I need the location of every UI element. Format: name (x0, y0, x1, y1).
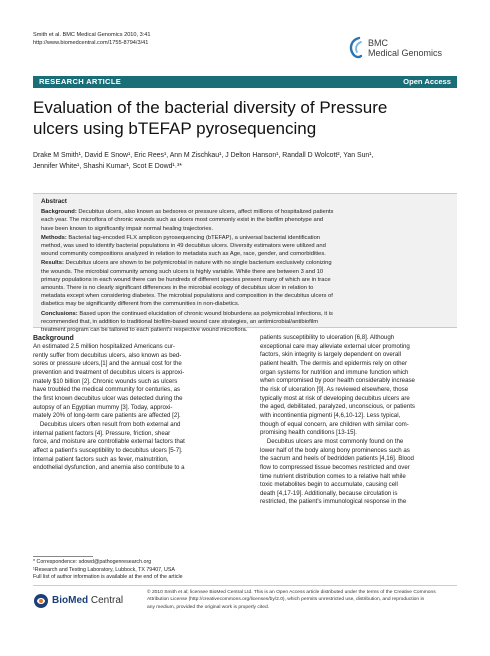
citation-line: Smith et al. BMC Medical Genomics 2010, 3:41 (33, 32, 151, 38)
biomed-central-wordmark (52, 595, 123, 606)
journal-logo (347, 30, 457, 66)
body-text-line: the aged, debilitated, paralyzed, unconscious, or patients (260, 403, 415, 411)
abstract-line (41, 300, 449, 308)
abstract-text: treatment program can be tailored to each patient's respective wound microflora. (41, 327, 248, 334)
abstract-line (41, 310, 449, 318)
footnote-divider (33, 556, 93, 557)
license-line: any medium, provided the original work is properly cited. (147, 604, 270, 610)
abstract-paragraph (41, 259, 449, 308)
license-statement (147, 589, 457, 611)
license-line: © 2010 Smith et al; licensee BioMed Central Ltd. This is an Open Access article distributed under the terms of the Creative Commons (147, 590, 436, 595)
body-text-line: mately $10 billion [2]. Chronic wounds such as ulcers (33, 377, 178, 385)
body-text-line: the risk of ulceration [9]. As reviewed elsewhere, those (260, 385, 409, 393)
body-text-line: have troubled the medical community for centuries, as (33, 386, 181, 394)
body-text-line: typically most at risk of developing decubitus ulcers are (260, 394, 410, 402)
footnote-affiliation: ¹Research and Testing Laboratory, Lubbock, TX 79407, USA (33, 566, 175, 573)
body-text-line: flow to compressed tissue becomes restricted and over (260, 463, 410, 471)
footnote-author-info: Full list of author information is available at the end of the article (33, 574, 183, 580)
body-column-left (33, 334, 230, 473)
abstract-paragraph (41, 234, 449, 259)
body-text-line: affect a patient's susceptibility to decubitus ulcers [5-7]. (33, 446, 183, 454)
left-column-text (33, 343, 230, 473)
body-text-line: the sacrum and heels of bedridden patients [4,16]. Blood (260, 455, 414, 463)
author-line: Jennifer White¹, Shashi Kumar¹, Scot E Dowd¹˒³* (33, 163, 182, 170)
abstract-text: amounts. There is no clearly significant differences in the microbial ecology of decubitus ulcer in relation to (41, 285, 314, 292)
abstract-label: Background: (41, 209, 77, 216)
abstract-text: recommended that, in addition to traditional biofilm-based wound care strategies, an antimicrobial/antibiofilm (41, 318, 319, 325)
article-type-label: RESEARCH ARTICLE (39, 77, 122, 86)
abstract-text: diabetics may be significantly different from the communities in non-diabetics. (41, 301, 240, 308)
body-text-line: exceptional care may alleviate external ulcer promoting (260, 342, 410, 350)
abstract-line (41, 225, 449, 233)
open-access-label: Open Access (403, 77, 451, 86)
abstract-line (41, 276, 449, 284)
central-wordmark: Central (88, 595, 124, 606)
bottom-divider (33, 585, 457, 586)
journal-logo-name: Medical Genomics (368, 48, 443, 58)
abstract-text: Based upon the continued elucidation of chronic wound bioburdens as polymicrobial infections, it is (77, 310, 333, 317)
abstract-line (41, 234, 449, 242)
abstract-text: primary populations in each wound there can be hundreds of different species present many of which are in trace (41, 276, 331, 283)
author-line: Drake M Smith¹, David E Snow¹, Eric Rees¹, Ann M Zischkau¹, J Delton Hanson¹, Randall D Wolcott², Yan Sun¹, (33, 152, 374, 159)
abstract-line (41, 318, 449, 326)
abstract-text: the wounds. The microbial community among such ulcers is highly variable. While there are between 3 and 10 (41, 268, 324, 275)
abstract-line (41, 284, 449, 292)
abstract-line (41, 208, 449, 216)
abstract-line (41, 259, 449, 267)
body-text-line: toxic metabolites begin to accumulate, causing cell (260, 481, 398, 489)
section-heading-background: Background (33, 335, 74, 342)
body-text-line: endothelial dysfunction, and anemia also contribute to a (33, 464, 185, 472)
body-text-line: force, and moisture are controllable external factors that (33, 438, 185, 446)
body-text-line: mately 20% of long-term care patients are affected [2]. (33, 412, 181, 420)
body-text-line: autopsy of an Egyptian mummy [3]. Today, approxi- (33, 403, 173, 411)
body-text-line: An estimated 2.5 million hospitalized Americans cur- (33, 343, 175, 350)
footnote-correspondence: * Correspondence: sdowd@pathogenresearch.org (33, 559, 152, 565)
abstract-heading: Abstract (41, 198, 67, 205)
body-text-line: when compromised by poor health considerably increase (260, 377, 415, 385)
biomed-central-icon (33, 593, 49, 609)
abstract-text: Bacterial tag-encoded FLX amplicon pyrosequencing (bTEFAP), a universal bacterial identification (66, 234, 321, 241)
body-text-line: time nutrient distribution comes to a relative halt while (260, 472, 406, 480)
header-citation (33, 31, 151, 47)
biomed-central-logo (33, 593, 143, 609)
abstract-text: wound community compositions analyzed in relation to metadata such as Age, race, gender, and comorbidities. (41, 251, 326, 258)
abstract-paragraph (41, 310, 449, 335)
body-text-line: promising health conditions [13-15]. (260, 429, 357, 437)
author-list (33, 150, 457, 172)
abstract-label: Results: (41, 260, 64, 267)
body-text-line: prevention and treatment of decubitus ulcers is approxi- (33, 368, 185, 376)
body-text-line: internal patient factors [4]. Pressure, friction, shear (33, 429, 171, 437)
abstract-text: each year. The microflora of chronic wounds such as ulcers most commonly exist in the biofilm phenotype and (41, 217, 324, 224)
body-text-line: rently suffer from decubitus ulcers, also known as bed- (33, 351, 182, 359)
abstract-text: Decubitus ulcers are shown to be polymicrobial in nature with no single bacterium exclusively colonizing (63, 260, 332, 267)
footnotes (33, 559, 183, 582)
title-line: ulcers using bTEFAP pyrosequencing (33, 119, 317, 138)
body-text-line: the first known decubitus ulcer was detected during the (33, 394, 183, 402)
body-column-right (260, 334, 457, 507)
license-line: Attribution License (http://creativecommons.org/licenses/by/2.0), which permits unrestricted use, distribution, and reproduction in (147, 597, 425, 603)
biomed-wordmark: BioMed (52, 595, 89, 606)
body-text-line: factors, skin integrity is largely dependent on overall (260, 351, 401, 359)
body-text-line: restricted, the patient's immunological response in the (260, 498, 407, 506)
body-text-line: death [4,17-19]. Additionally, because circulation is (260, 489, 398, 497)
title-line: Evaluation of the bacterial diversity of Pressure (33, 98, 388, 117)
body-text-line: though of equal concern, are children with similar com- (260, 420, 409, 428)
body-text-line: Decubitus ulcers are most commonly found on the (260, 437, 404, 445)
abstract-text: Decubitus ulcers, also known as bedsores or pressure ulcers, affect millions of hospitalized patients (76, 209, 334, 216)
abstract-text: have been known to significantly impair normal healing trajectories. (41, 225, 214, 232)
body-text-line: patient health. The dermis and epidermis rely on other (260, 359, 408, 367)
citation-url[interactable]: http://www.biomedcentral.com/1755-8794/3/41 (33, 40, 149, 46)
abstract-box (33, 193, 457, 334)
abstract-text: method, was used to identify bacterial populations in 49 decubitus ulcers. Diversity estimators were utilized and (41, 243, 326, 250)
abstract-paragraph (41, 208, 449, 233)
abstract-text: metadata except when considering diabetes. The microbial populations and composition in the decubitus ulcers of (41, 293, 333, 300)
body-text-line: lower half of the body along bony prominences such as (260, 446, 410, 454)
body-text-line: Decubitus ulcers often result from both external and (33, 420, 181, 428)
abstract-line (41, 268, 449, 276)
article-type-banner (33, 76, 457, 88)
abstract-label: Conclusions: (41, 310, 78, 317)
abstract-line (41, 216, 449, 224)
abstract-line (41, 242, 449, 250)
body-text-line: patients susceptibility to ulceration [6,8]. Although (260, 334, 395, 341)
abstract-line (41, 292, 449, 300)
body-text-line: Internal patient factors such as fever, malnutrition, (33, 455, 169, 463)
bmc-swirl-icon (347, 36, 365, 60)
body-text-line: with incontinentia pigmenti [4,6,10-12]. Less typical, (260, 411, 401, 419)
body-text-line: sores or pressure ulcers,[1] and the annual cost for the (33, 360, 182, 368)
right-column-text (260, 334, 457, 507)
abstract-line (41, 250, 449, 258)
abstract-label: Methods: (41, 234, 67, 241)
journal-logo-bmc: BMC (368, 38, 388, 48)
body-text-line: organ systems for nutrition and immune function which (260, 368, 409, 376)
abstract-body (41, 208, 449, 334)
article-title (33, 97, 457, 139)
